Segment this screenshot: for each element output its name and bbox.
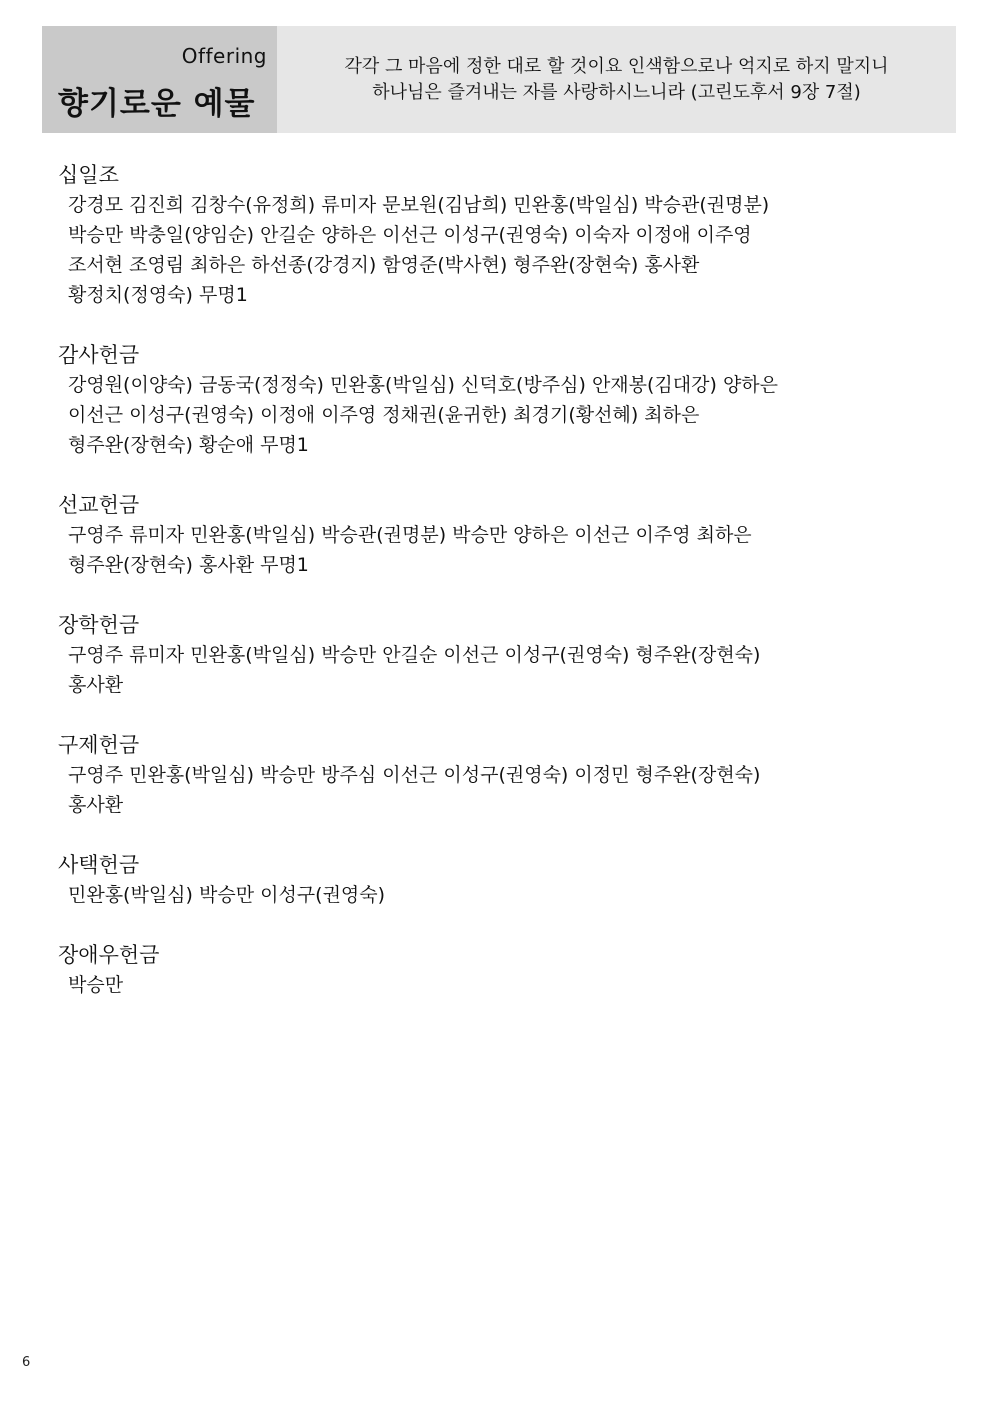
page-number: 6 (22, 1355, 31, 1370)
bible-verse-line: 각각 그 마음에 정한 대로 할 것이요 인색함으로나 억지로 하지 말지니 (344, 56, 889, 77)
section-title: 사택헌금 (58, 853, 140, 877)
section-names (58, 370, 938, 460)
section-title: 구제헌금 (58, 733, 140, 757)
section-tithe (58, 160, 938, 310)
names-line: 구영주 민완홍(박일심) 박승만 방주심 이선근 이성구(권영숙) 이정민 형주완(장현숙) (68, 764, 761, 786)
names-line: 이선근 이성구(권영숙) 이정애 이주영 정채권(윤귀한) 최경기(황선혜) 최하은 (68, 404, 700, 426)
names-line: 조서현 조영림 최하은 하선종(강경지) 함영준(박사현) 형주완(장현숙) 홍사환 (68, 254, 700, 276)
names-line: 구영주 류미자 민완홍(박일심) 박승관(권명분) 박승만 양하은 이선근 이주영 최하은 (68, 524, 752, 546)
section-mission (58, 490, 938, 580)
header-title-english: Offering (181, 44, 267, 68)
section-names (58, 880, 938, 910)
names-line: 홍사환 (68, 794, 124, 816)
section-names (58, 520, 938, 580)
bible-verse-line: 하나님은 즐겨내는 자를 사랑하시느니라 (고린도후서 9장 7절) (372, 82, 861, 103)
section-names (58, 640, 938, 700)
section-thanksgiving (58, 340, 938, 460)
section-disability (58, 940, 938, 1000)
section-scholarship (58, 610, 938, 700)
section-title: 십일조 (58, 163, 119, 187)
offering-header (42, 26, 956, 133)
header-title-korean: 향기로운 예물 (58, 86, 256, 122)
names-line: 구영주 류미자 민완홍(박일심) 박승만 안길순 이선근 이성구(권영숙) 형주완(장현숙) (68, 644, 761, 666)
names-line: 강영원(이양숙) 금동국(정정숙) 민완홍(박일심) 신덕호(방주심) 안재봉(김대강) 양하은 (68, 374, 779, 396)
header-title-box (42, 26, 277, 133)
names-line: 홍사환 (68, 674, 124, 696)
offering-list (58, 160, 938, 1030)
section-title: 장학헌금 (58, 613, 140, 637)
bible-verse (277, 54, 956, 106)
section-names (58, 760, 938, 820)
section-title: 감사헌금 (58, 343, 140, 367)
section-relief (58, 730, 938, 820)
names-line: 박승만 박충일(양임순) 안길순 양하은 이선근 이성구(권영숙) 이숙자 이정애 이주영 (68, 224, 752, 246)
names-line: 강경모 김진희 김창수(유정희) 류미자 문보원(김남희) 민완홍(박일심) 박승관(권명분) (68, 194, 770, 216)
names-line: 황정치(정영숙) 무명1 (68, 284, 248, 306)
section-names (58, 190, 938, 310)
names-line: 민완홍(박일심) 박승만 이성구(권영숙) (68, 884, 386, 906)
names-line: 형주완(장현숙) 황순애 무명1 (68, 434, 309, 456)
names-line: 박승만 (68, 974, 124, 996)
section-title: 장애우헌금 (58, 943, 160, 967)
names-line: 형주완(장현숙) 홍사환 무명1 (68, 554, 309, 576)
section-names (58, 970, 938, 1000)
section-parsonage (58, 850, 938, 910)
section-title: 선교헌금 (58, 493, 140, 517)
